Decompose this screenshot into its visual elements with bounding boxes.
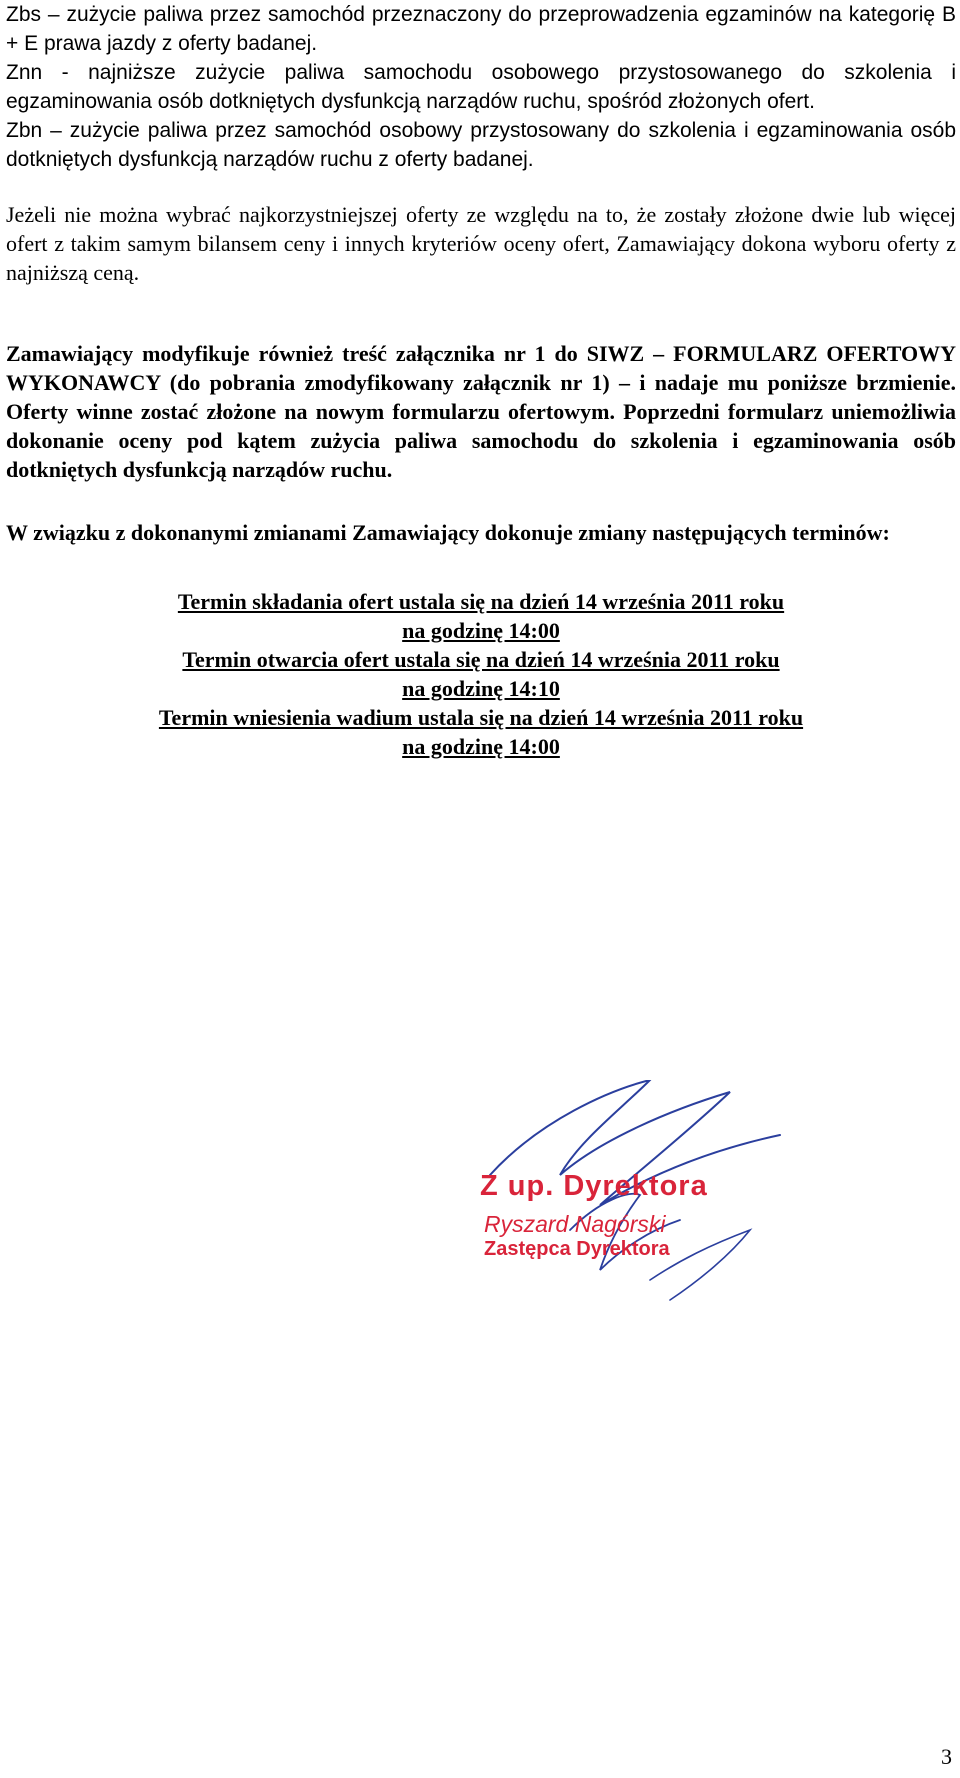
- deadline-submission-hour: na godzinę 14:00: [402, 618, 560, 643]
- stamp-line-3: Zastępca Dyrektora: [484, 1238, 670, 1260]
- deadline-submission: Termin składania ofert ustala się na dzień 14 września 2011 roku: [177, 589, 785, 614]
- director-stamp: [480, 1170, 780, 1261]
- definition-zbs: Zbs – zużycie paliwa przez samochód przeznaczony do przeprowadzenia egzaminów na kategorię B + E prawa jazdy z oferty badanej.: [6, 3, 956, 55]
- stamp-line-1: Z up. Dyrektora: [480, 1170, 708, 1202]
- document-page: [6, 0, 956, 761]
- paragraph-form-modification: Zamawiający modyfikuje również treść załącznika nr 1 do SIWZ – FORMULARZ OFERTOWY WYKONAWCY (do pobrania zmodyfikowany załącznik nr 1) – i nadaje mu poniższe brzmienie. Oferty winne zostać złożone na nowym formularzu ofertowym. Poprzedni formularz uniemożliwia dokonanie oceny pod kątem zużycia paliwa samochodu do szkolenia i egzaminowania osób dotkniętych dysfunkcją narządów ruchu.: [6, 341, 956, 482]
- signature-stamp: [450, 1080, 840, 1310]
- definition-zbn: Zbn – zużycie paliwa przez samochód osobowy przystosowany do szkolenia i egzaminowania osób dotkniętych dysfunkcją narządów ruchu z oferty badanej.: [6, 119, 956, 171]
- page-number: 3: [941, 1744, 952, 1769]
- paragraph-tie-rule: Jeżeli nie można wybrać najkorzystniejszej oferty ze względu na to, że zostały złożone dwie lub więcej ofert z takim samym bilansem ceny i innych kryteriów oceny ofert, Zamawiający dokona wyboru oferty z najniższą ceną.: [6, 202, 956, 285]
- deadline-bid-bond: Termin wniesienia wadium ustala się na dzień 14 września 2011 roku: [158, 705, 804, 730]
- deadline-opening-hour: na godzinę 14:10: [402, 676, 560, 701]
- deadline-bid-bond-hour: na godzinę 14:00: [402, 734, 560, 759]
- definition-znn: Znn - najniższe zużycie paliwa samochodu osobowego przystosowanego do szkolenia i egzaminowania osób dotkniętych dysfunkcją narządów ruchu, spośród złożonych ofert.: [6, 61, 956, 113]
- deadline-opening: Termin otwarcia ofert ustala się na dzień 14 września 2011 roku: [182, 647, 780, 672]
- paragraph-deadline-changes: W związku z dokonanymi zmianami Zamawiający dokonuje zmiany następujących terminów:: [6, 520, 890, 545]
- stamp-line-2: Ryszard Nagórski: [484, 1211, 666, 1237]
